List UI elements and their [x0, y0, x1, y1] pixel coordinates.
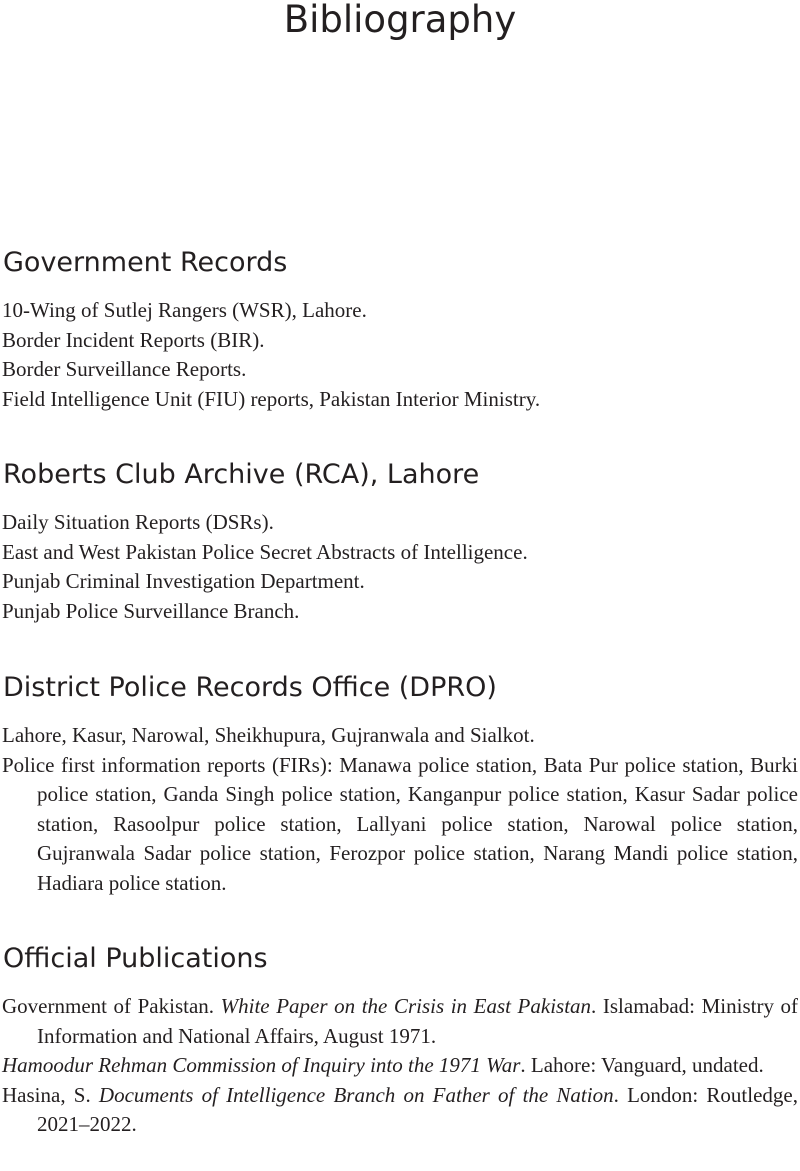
entry-publication: . Islamabad: Ministry of Information and National Affairs, August 1971. — [37, 994, 799, 1048]
entry-title: White Paper on the Crisis in East Pakistan — [220, 994, 592, 1018]
section-government-records — [0, 246, 800, 414]
bibliography-entry: Lahore, Kasur, Narowal, Sheikhupura, Gujranwala and Sialkot. — [2, 723, 535, 747]
bibliography-entry: Punjab Criminal Investigation Department. — [2, 569, 365, 593]
section-district-police-records — [0, 671, 800, 898]
section-heading: Official Publications — [3, 943, 268, 974]
bibliography-entry: Border Surveillance Reports. — [2, 357, 247, 381]
entry-title: Hamoodur Rehman Commission of Inquiry into the 1971 War — [2, 1053, 521, 1077]
entry-publication: . Lahore: Vanguard, undated. — [520, 1053, 764, 1077]
bibliography-entry — [0, 992, 798, 1051]
entry-list — [0, 721, 800, 898]
page-title: Bibliography — [283, 0, 517, 41]
bibliography-entry: East and West Pakistan Police Secret Abstracts of Intelligence. — [2, 539, 528, 564]
entry-list — [0, 508, 800, 626]
entry-list — [0, 992, 800, 1140]
entry-list — [0, 296, 800, 414]
bibliography-entry: Punjab Police Surveillance Branch. — [2, 598, 300, 623]
entry-author: Hasina, S. — [2, 1082, 99, 1107]
bibliography-entry: Daily Situation Reports (DSRs). — [2, 510, 274, 534]
bibliography-entry — [0, 1081, 798, 1140]
bibliography-entry: Police first information reports (FIRs): Manawa police station, Bata Pur police station, Burki police station, Ganda Singh police station, Kanganpur police station, Kasur Sadar police station, Rasoolpur police station, Lallyani police station, Narowal police station, Gujranwala Sadar police station, Ferozpor police station, Narang Mandi police station, Hadiara police station. — [2, 752, 798, 895]
bibliography-entry — [0, 1051, 798, 1081]
section-heading: Government Records — [3, 247, 288, 278]
section-heading: District Police Records Office (DPRO) — [3, 672, 497, 703]
section-official-publications — [0, 942, 800, 1140]
bibliography-entry: Border Incident Reports (BIR). — [2, 327, 265, 352]
entry-publication: . London: Routledge, 2021–2022. — [37, 1082, 798, 1136]
section-heading: Roberts Club Archive (RCA), Lahore — [3, 459, 480, 490]
bibliography-entry: Field Intelligence Unit (FIU) reports, Pakistan Interior Ministry. — [2, 386, 541, 411]
entry-title: Documents of Intelligence Branch on Father of the Nation — [98, 1082, 614, 1107]
entry-author: Government of Pakistan. — [2, 994, 221, 1018]
bibliography-entry: 10-Wing of Sutlej Rangers (WSR), Lahore. — [2, 298, 367, 322]
section-roberts-club-archive — [0, 458, 800, 626]
